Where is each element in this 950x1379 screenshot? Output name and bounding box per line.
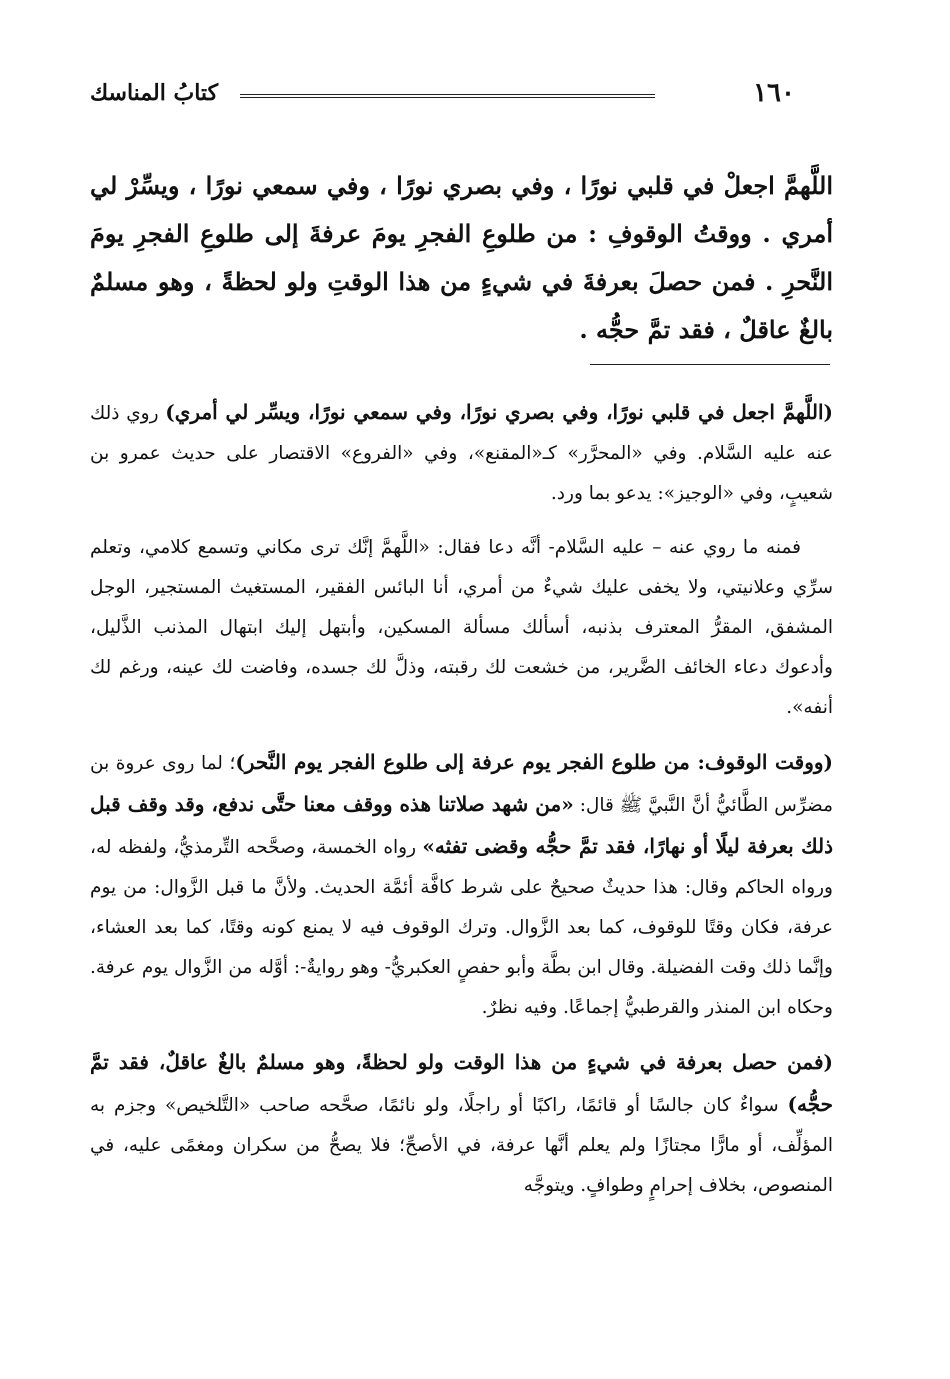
commentary-text: ؛ لما روى عروة بن مضرِّس الطَّائيُّ أنَّ النَّبيَّ ﷺ قال:: [90, 753, 833, 816]
header-rule: [240, 94, 655, 98]
commentary: [90, 392, 833, 1220]
commentary-text: رواه الخمسة، وصحَّحه التِّرمذيُّ، ولفظه له، ورواه الحاكم وقال: هذا حديثٌ صحيحٌ على شرط كافَّة أئمَّة الحديث. ولأنَّ ما قبل الزَّوال: من يوم عرفة، فكان وقتًا للوقوف، كما بعد الزَّوال. وترك الوقوف فيه لا يمنع كونه وقتًا، كما بعد العشاء، وإنَّما ذلك وقت الفضيلة. وقال ابن بطَّة وأبو حفصٍ العكبريُّ- وهو روايةٌ-: أوَّله من الزَّوال يوم عرفة. وحكاه ابن المنذر والقرطبيُّ إجماعًا. وفيه نظرٌ.: [90, 837, 833, 1018]
footnote-separator: [590, 364, 830, 365]
commentary-paragraph: [90, 742, 833, 1028]
main-text: اللَّهمَّ اجعلْ في قلبي نورًا ، وفي بصري نورًا ، وفي سمعي نورًا ، ويسِّرْ لي أمري . ووقتُ الوقوفِ : من طلوعِ الفجرِ يومَ عرفةَ إلى طلوعِ الفجرِ يومَ النَّحرِ . فمن حصلَ بعرفةَ في شيءٍ من هذا الوقتِ ولو لحظةً ، وهو مسلمٌ بالغٌ عاقلٌ ، فقد تمَّ حجُّه .: [90, 171, 833, 344]
quoted-matn: (اللَّهمَّ اجعل في قلبي نورًا، وفي بصري نورًا، وفي سمعي نورًا، ويسِّر لي أمري): [165, 400, 834, 424]
book-title: كتابُ المناسك: [90, 80, 219, 106]
quoted-matn: (فمن حصل بعرفة في شيءٍ من هذا الوقت ولو لحظةً، وهو مسلمٌ بالغٌ عاقلٌ، فقد تمَّ حجُّه): [90, 1050, 833, 1116]
quoted-matn: (ووقت الوقوف: من طلوع الفجر يوم عرفة إلى طلوع الفجر يوم النَّحر): [235, 750, 834, 774]
running-header: [90, 78, 795, 112]
commentary-text: فمنه ما روي عنه – عليه السَّلام- أنَّه دعا فقال: «اللَّهمَّ إنَّك ترى مكاني وتسمع كلامي، وتعلم سرِّي وعلانيتي، ولا يخفى عليك شيءٌ من أمري، أنا البائس الفقير، المستغيث المستجير، الوجل المشفق، المقرُّ المعترف بذنبه، أسألك مسألة المسكين، وأبتهل إليك ابتهال المذنب الذَّليل، وأدعوك دعاء الخائف الضَّرير، من خشعت لك رقبته، وذلَّ لك جسده، وفاضت لك عينه، ورغم لك أنفه».: [90, 537, 833, 718]
commentary-paragraph: [90, 1042, 833, 1206]
commentary-paragraph: [90, 528, 833, 728]
commentary-text: سواءٌ كان جالسًا أو قائمًا، راكبًا أو راجلًا، ولو نائمًا، صحَّحه صاحب «التَّلخيص» وجزم به المؤلِّف، أو مارًّا مجتازًا ولم يعلم أنَّها عرفة، في الأصحِّ؛ فلا يصحُّ من سكران ومغمًى عليه، في المنصوص، بخلاف إحرامٍ وطوافٍ. ويتوجَّه: [90, 1095, 833, 1196]
commentary-paragraph: [90, 392, 833, 514]
page-number: ١٦٠: [753, 78, 795, 108]
commentary-text: روي ذلك عنه عليه السَّلام. وفي «المحرَّر» كـ«المقنع»، وفي «الفروع» الاقتصار على حديث عمرو بن شعيبٍ، وفي «الوجيز»: يدعو بما ورد.: [90, 403, 833, 504]
hadith-quote: «من شهد صلاتنا هذه ووقف معنا حتَّى ندفع، وقد وقف قبل ذلك بعرفة ليلًا أو نهارًا، فقد تمَّ حجُّه وقضى تفثه»: [90, 792, 833, 858]
